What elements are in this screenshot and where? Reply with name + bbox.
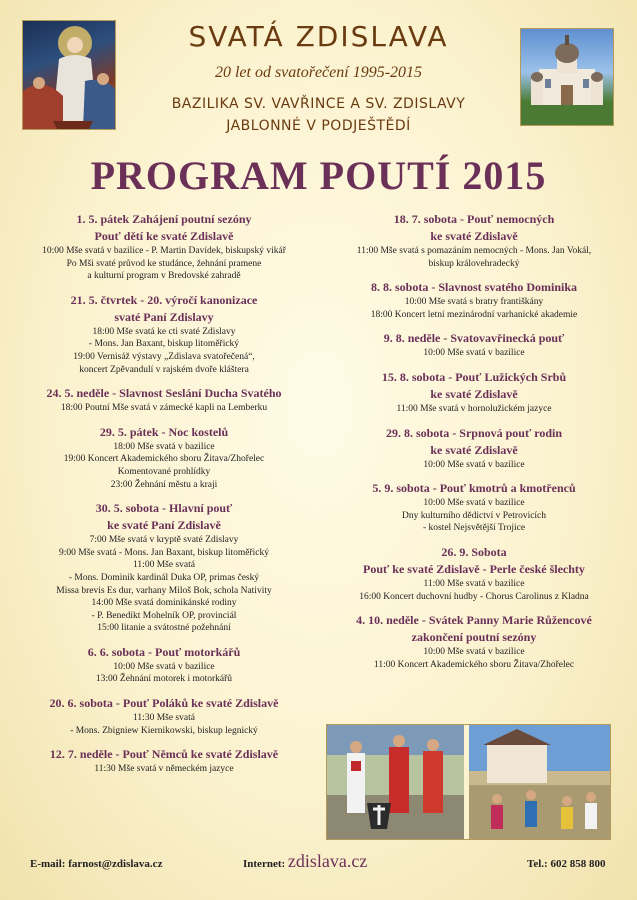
event-detail-line: 23:00 Žehnání městu a kraji [110, 479, 218, 490]
event-detail-line: 18:00 Mše svatá ke cti svaté Zdislavy [92, 326, 236, 337]
event-detail-line: - P. Benedikt Mohelník OP, provinciál [91, 610, 237, 621]
program-title: PROGRAM POUTÍ 2015 [90, 153, 547, 198]
event-detail-line: 13:00 Žehnání motorek i motorkářů [95, 674, 233, 685]
event-detail-line: 10:00 Mše svatá v bazilice - P. Martin Davídek, biskupský vikář [42, 246, 286, 256]
event-heading: svaté Paní Zdislavy [114, 309, 214, 324]
program-event [14, 385, 314, 415]
event-heading: 15. 8. sobota - Pouť Lužických Srbů [381, 369, 567, 384]
event-detail-line: 10:00 Mše svatá v bazilice [423, 647, 525, 658]
event-detail-line: 7:00 Mše svatá v kryptě svaté Zdislavy [89, 535, 239, 546]
program-right-column [324, 211, 624, 680]
event-heading: 29. 8. sobota - Srpnová pouť rodin [385, 425, 563, 440]
event-detail-line: Komentované prohlídky [117, 466, 211, 477]
event-detail-line: 18:00 Koncert letní mezinárodní varhanické akademie [370, 309, 578, 320]
event-detail-line: 11:30 Mše svatá [133, 713, 195, 724]
event-detail-line: 11:30 Mše svatá v německém jazyce [94, 764, 234, 775]
event-detail-line: - Mons. Zbigniew Kiernikowski, biskup legnický [70, 725, 258, 736]
program-event [324, 612, 624, 671]
event-detail-line: Po Mši svaté průvod ke studánce, žehnání pramene [66, 258, 262, 269]
event-heading: Pouť ke svaté Zdislavě - Perle české šlechty [363, 561, 585, 576]
event-detail-line: 9:00 Mše svatá - Mons. Jan Baxant, biskup litoměřický [58, 547, 270, 558]
event-detail-line: 18:00 Poutní Mše svatá v zámecké kapli na Lemberku [60, 403, 268, 414]
pilgrims-procession-photos [326, 724, 611, 840]
program-event [14, 500, 314, 635]
event-heading: ke svaté Zdislavě [430, 386, 518, 401]
event-detail-line: 11:00 Mše svatá v hornolužickém jazyce [396, 403, 552, 414]
program-left-column [14, 211, 314, 785]
event-heading: 20. 6. sobota - Pouť Poláků ke svaté Zdislavě [49, 696, 279, 711]
event-detail-line: 10:00 Mše svatá v bazilice [113, 661, 215, 672]
event-heading: 29. 5. pátek - Noc kostelů [99, 424, 229, 439]
program-event [14, 746, 314, 776]
event-detail-line: 11:00 Mše svatá v bazilice [423, 578, 525, 589]
event-detail-line: Dny kulturního dědictví v Petrovicích [401, 510, 547, 521]
program-event [14, 695, 314, 737]
program-event [324, 279, 624, 321]
event-heading: 30. 5. sobota - Hlavní pouť [95, 501, 233, 516]
event-heading: 24. 5. neděle - Slavnost Seslání Ducha Svatého [46, 386, 282, 401]
phone-number: 602 858 800 [550, 858, 606, 870]
event-detail-line: 19:00 Koncert Akademického sboru Žitava/Zhořelec [63, 454, 265, 465]
event-detail-line: biskup královehradecký [428, 258, 520, 269]
event-heading: 8. 8. sobota - Slavnost svatého Dominika [370, 280, 578, 295]
event-detail-line: 11:00 Mše svatá [133, 560, 195, 571]
event-heading: zakončení poutní sezóny [411, 630, 537, 645]
event-detail-line: 19:00 Vernisáž výstavy „Zdislava svatořečená“, [73, 351, 255, 362]
event-heading: 5. 9. sobota - Pouť kmotrů a kmotřenců [372, 481, 576, 496]
website-label: Internet: [243, 858, 286, 870]
event-heading: 6. 6. sobota - Pouť motorkářů [87, 644, 241, 659]
main-title: SVATÁ ZDISLAVA [188, 20, 449, 53]
event-detail-line: Missa brevis Es dur, varhany Miloš Bok, schola Nativity [56, 585, 272, 596]
event-detail-line: 11:00 Mše svatá s pomazáním nemocných - Mons. Jan Vokál, [356, 246, 592, 256]
phone-label: Tel.: [527, 858, 548, 870]
event-heading: Pouť dětí ke svaté Zdislavě [94, 229, 234, 243]
event-detail-line: 18:00 Mše svatá v bazilice [113, 441, 215, 452]
event-heading: 4. 10. neděle - Svátek Panny Marie Růžencové [356, 613, 592, 628]
event-heading: ke svaté Paní Zdislavě [107, 518, 221, 533]
program-event [324, 544, 624, 603]
venue-line-1: BAZILIKA SV. VAVŘINCE A SV. ZDISLAVY [171, 96, 466, 112]
program-event [324, 211, 624, 270]
event-heading: ke svaté Zdislavě [430, 229, 518, 243]
venue-line-2: JABLONNÉ V PODJEŠTĚDÍ [226, 118, 411, 134]
event-detail-line: 14:00 Mše svatá dominikánské rodiny [91, 598, 237, 609]
event-heading: ke svaté Zdislavě [430, 442, 518, 457]
email-address[interactable]: farnost@zdislava.cz [68, 858, 163, 870]
website-link[interactable]: zdislava.cz [287, 851, 368, 871]
event-heading: 9. 8. neděle - Svatovavřinecká pouť [383, 331, 565, 346]
event-heading: 18. 7. sobota - Pouť nemocných [393, 212, 555, 226]
program-event [324, 425, 624, 472]
program-event [324, 480, 624, 535]
footer-phone [527, 858, 605, 870]
event-heading: 12. 7. neděle - Pouť Němců ke svaté Zdislavě [49, 747, 279, 762]
program-event [14, 292, 314, 376]
event-detail-line: - kostel Nejsvětější Trojice [422, 523, 526, 534]
event-detail-line: 11:00 Koncert Akademického sboru Žitava/Zhořelec [373, 659, 575, 670]
anniversary-subtitle: 20 let od svatořečení 1995-2015 [214, 64, 423, 81]
event-detail-line: 16:00 Koncert duchovní hudby - Chorus Carolinus z Kladna [359, 591, 589, 602]
event-detail-line: 10:00 Mše svatá s bratry františkány [404, 297, 544, 308]
footer-email [30, 858, 162, 870]
event-detail-line: - Mons. Jan Baxant, biskup litoměřický [88, 339, 240, 350]
event-detail-line: 10:00 Mše svatá v bazilice [423, 459, 525, 470]
program-event [14, 424, 314, 491]
program-event [14, 211, 314, 283]
event-heading: 1. 5. pátek Zahájení poutní sezóny [76, 212, 252, 226]
event-detail-line: koncert Zpěvandulí v rajském dvoře kláštera [79, 364, 249, 375]
event-detail-line: a kulturní program v Bredovské zahradě [87, 271, 241, 282]
program-event [324, 330, 624, 360]
event-detail-line: 10:00 Mše svatá v bazilice [423, 498, 525, 509]
program-event [324, 369, 624, 416]
event-heading: 21. 5. čtvrtek - 20. výročí kanonizace [70, 292, 258, 307]
event-detail-line: - Mons. Dominik kardinál Duka OP, primas český [68, 572, 260, 583]
footer-website [243, 851, 367, 872]
event-detail-line: 15:00 litanie a svátostné požehnání [97, 623, 231, 634]
event-heading: 26. 9. Sobota [441, 544, 507, 559]
email-label: E-mail: [30, 858, 66, 870]
event-detail-line: 10:00 Mše svatá v bazilice [423, 348, 525, 359]
program-event [14, 644, 314, 686]
